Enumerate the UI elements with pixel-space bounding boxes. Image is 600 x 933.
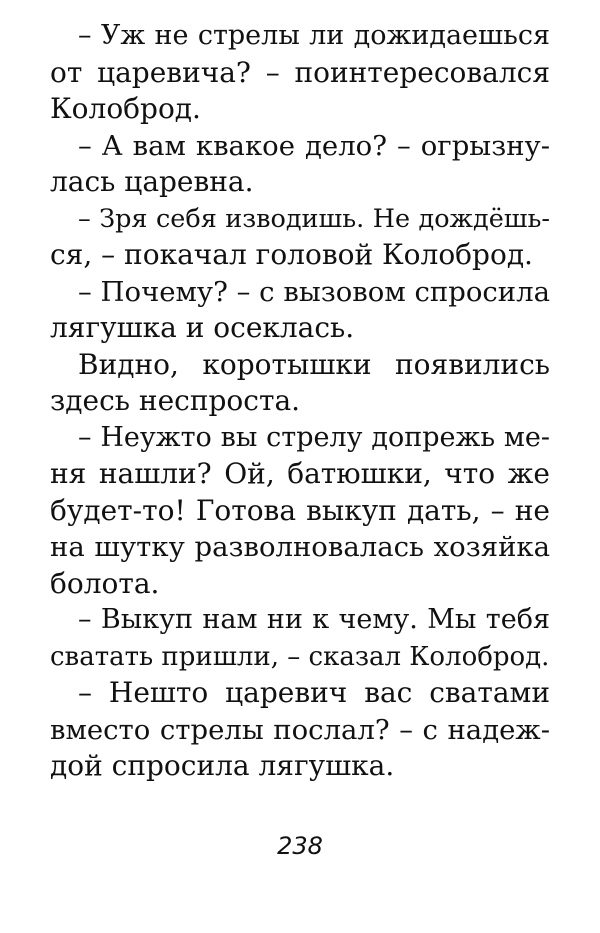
- text-line: – А вам квакое дело? – огрызну-: [78, 129, 550, 162]
- paragraph: [50, 201, 550, 274]
- text-line: – Уж не стрелы ли дожидаешься: [78, 20, 550, 51]
- paragraph: [50, 18, 550, 128]
- text-line: – Неужто вы стрелу допрежь ме-: [78, 421, 550, 453]
- text-line: от царевича? – поинтересовался: [50, 55, 550, 89]
- text-line: ня нашли? Ой, батюшки, что же: [50, 457, 550, 490]
- paragraph: [50, 602, 550, 675]
- paragraph: [50, 128, 550, 201]
- page-number: 238: [277, 832, 323, 860]
- text-line: здесь неспроста.: [50, 384, 301, 417]
- text-line: болота.: [50, 566, 160, 600]
- page-text: [50, 18, 550, 785]
- paragraph: [50, 675, 550, 785]
- text-line: – Почему? – с вызовом спросила: [78, 275, 550, 308]
- text-line: вместо стрелы послал? – с надеж-: [50, 713, 550, 746]
- text-line: Колоброд.: [50, 92, 201, 125]
- text-line: сватать пришли, – сказал Колоброд.: [50, 641, 550, 672]
- paragraph: [50, 274, 550, 347]
- paragraph: [50, 347, 550, 420]
- text-line: Видно, коротышки появились: [78, 347, 550, 381]
- text-line: дой спросила лягушка.: [50, 749, 395, 782]
- text-line: лась царевна.: [50, 165, 254, 198]
- paragraph: [50, 420, 550, 603]
- text-line: ся, – покачал головой Колоброд.: [50, 238, 533, 271]
- text-line: на шутку разволновалась хозяйка: [50, 531, 550, 563]
- text-line: – Нешто царевич вас сватами: [78, 676, 550, 709]
- text-line: лягушка и осеклась.: [50, 311, 355, 344]
- text-line: – Выкуп нам ни к чему. Мы тебя: [78, 604, 550, 635]
- text-line: – Зря себя изводишь. Не дождёшь-: [78, 203, 550, 234]
- text-line: будет-то! Готова выкуп дать, – не: [50, 493, 550, 527]
